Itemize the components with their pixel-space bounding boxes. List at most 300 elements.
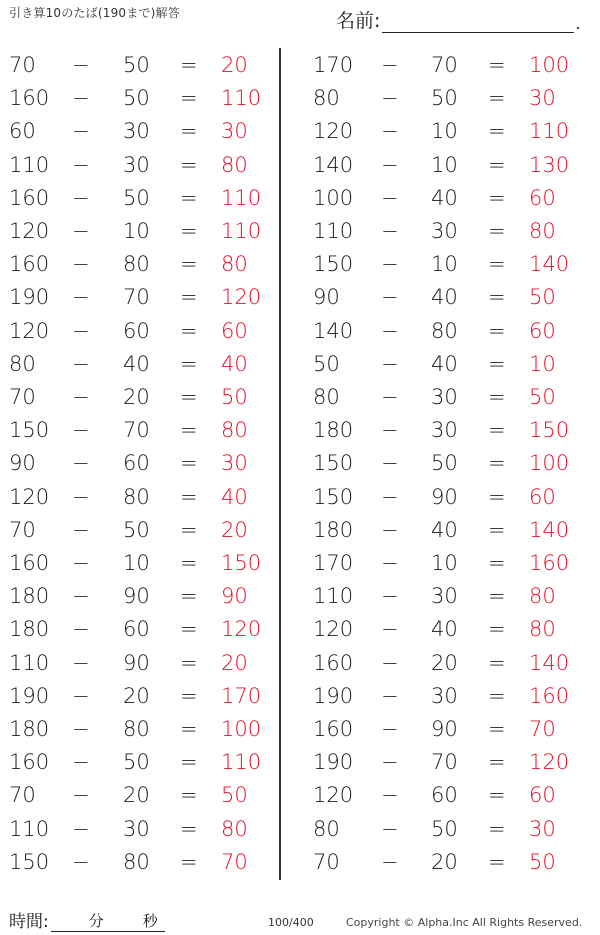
equals-sign: = [180, 318, 198, 343]
answer: 80 [221, 816, 248, 841]
subtrahend: 50 [431, 86, 458, 111]
page-number: 100/400 [268, 916, 314, 929]
answer: 80 [529, 584, 556, 609]
minuend: 180 [9, 617, 50, 642]
minuend: 160 [313, 717, 354, 741]
answer: 20 [221, 650, 248, 675]
minus-sign: − [72, 617, 90, 642]
minuend: 110 [313, 584, 354, 609]
problem-row [0, 248, 279, 281]
minus-sign: − [72, 418, 90, 443]
equals-sign: = [488, 219, 506, 243]
equals-sign: = [488, 683, 506, 708]
minus-sign: − [381, 219, 399, 243]
subtrahend: 60 [431, 783, 458, 808]
minus-sign: − [72, 385, 90, 409]
answer: 60 [529, 484, 556, 509]
minuend: 90 [313, 285, 340, 310]
subtrahend: 40 [431, 617, 458, 642]
subtrahend: 20 [123, 385, 150, 409]
minus-sign: − [72, 849, 90, 874]
subtrahend: 70 [123, 418, 150, 443]
subtrahend: 90 [123, 650, 150, 675]
problem-row [281, 381, 600, 414]
equals-sign: = [488, 418, 506, 443]
minus-sign: − [381, 53, 399, 77]
equals-sign: = [180, 816, 198, 841]
subtrahend: 20 [431, 849, 458, 874]
equals-sign: = [488, 750, 506, 775]
minuend: 180 [313, 517, 354, 542]
subtrahend: 30 [431, 418, 458, 443]
minus-sign: − [72, 351, 90, 376]
answer: 50 [529, 385, 556, 409]
problem-row [281, 149, 600, 182]
answer: 120 [529, 750, 570, 775]
subtrahend: 50 [431, 451, 458, 476]
problem-row [0, 315, 279, 348]
time-blank-line [51, 911, 165, 932]
answer: 90 [221, 584, 248, 609]
equals-sign: = [488, 53, 506, 77]
problem-row [281, 49, 600, 82]
answer: 30 [529, 816, 556, 841]
minuend: 160 [9, 750, 50, 775]
minuend: 60 [9, 119, 36, 144]
minuend: 140 [313, 318, 354, 343]
answer: 110 [221, 219, 262, 243]
answer: 150 [529, 418, 570, 443]
subtrahend: 80 [123, 252, 150, 277]
subtrahend: 50 [123, 185, 150, 210]
equals-sign: = [488, 650, 506, 675]
problem-row [281, 82, 600, 115]
equals-sign: = [180, 86, 198, 111]
subtrahend: 10 [431, 152, 458, 177]
problem-row [281, 779, 600, 812]
minus-sign: − [72, 318, 90, 343]
worksheet-title: 引き算10のたば(190まで)解答 [9, 6, 180, 20]
answer: 10 [529, 351, 556, 376]
equals-sign: = [488, 385, 506, 409]
answer: 80 [221, 152, 248, 177]
minus-sign: − [72, 816, 90, 841]
problem-row [0, 149, 279, 182]
answer: 50 [221, 385, 248, 409]
minus-sign: − [381, 484, 399, 509]
subtrahend: 70 [431, 750, 458, 775]
minus-sign: − [381, 683, 399, 708]
minuend: 170 [313, 551, 354, 575]
subtrahend: 10 [123, 551, 150, 575]
answer: 50 [221, 783, 248, 808]
minus-sign: − [381, 152, 399, 177]
equals-sign: = [180, 418, 198, 443]
answer: 110 [221, 86, 262, 111]
problem-row [281, 813, 600, 846]
problem-row [281, 680, 600, 713]
minuend: 80 [313, 385, 340, 409]
minuend: 180 [9, 717, 50, 741]
subtrahend: 60 [123, 451, 150, 476]
minuend: 110 [9, 816, 50, 841]
minuend: 120 [9, 219, 50, 243]
minuend: 180 [313, 418, 354, 443]
answer: 110 [529, 119, 570, 144]
problem-row [281, 846, 600, 879]
answer: 80 [221, 418, 248, 443]
answer: 20 [221, 517, 248, 542]
equals-sign: = [180, 750, 198, 775]
answer: 60 [221, 318, 248, 343]
minuend: 70 [313, 849, 340, 874]
minuend: 190 [9, 285, 50, 310]
minuend: 120 [313, 119, 354, 144]
minus-sign: − [381, 385, 399, 409]
equals-sign: = [180, 783, 198, 808]
equals-sign: = [180, 351, 198, 376]
minuend: 190 [313, 750, 354, 775]
equals-sign: = [488, 86, 506, 111]
equals-sign: = [488, 551, 506, 575]
minus-sign: − [381, 717, 399, 741]
minus-sign: − [72, 683, 90, 708]
answer: 120 [221, 285, 262, 310]
subtrahend: 50 [123, 86, 150, 111]
equals-sign: = [488, 849, 506, 874]
minuend: 150 [313, 484, 354, 509]
answer: 140 [529, 650, 570, 675]
answer: 40 [221, 351, 248, 376]
answer: 50 [529, 285, 556, 310]
minus-sign: − [72, 650, 90, 675]
answer: 30 [221, 451, 248, 476]
equals-sign: = [180, 185, 198, 210]
equals-sign: = [488, 717, 506, 741]
subtrahend: 80 [431, 318, 458, 343]
equals-sign: = [180, 385, 198, 409]
minus-sign: − [381, 816, 399, 841]
problem-row [281, 713, 600, 746]
name-label: 名前: [336, 10, 381, 32]
problem-row [281, 481, 600, 514]
answer: 80 [221, 252, 248, 277]
minus-sign: − [72, 584, 90, 609]
subtrahend: 30 [123, 152, 150, 177]
problem-row [281, 647, 600, 680]
problem-row [281, 580, 600, 613]
minuend: 160 [313, 650, 354, 675]
minus-sign: − [381, 252, 399, 277]
answer: 60 [529, 185, 556, 210]
minus-sign: − [72, 285, 90, 310]
equals-sign: = [488, 152, 506, 177]
minus-sign: − [72, 750, 90, 775]
problem-row [0, 348, 279, 381]
problem-row [0, 613, 279, 646]
minuend: 180 [9, 584, 50, 609]
minus-sign: − [381, 783, 399, 808]
minus-sign: − [381, 318, 399, 343]
equals-sign: = [488, 783, 506, 808]
minuend: 190 [9, 683, 50, 708]
answer: 60 [529, 783, 556, 808]
subtrahend: 70 [431, 53, 458, 77]
problem-row [281, 115, 600, 148]
minuend: 190 [313, 683, 354, 708]
minuend: 150 [9, 849, 50, 874]
equals-sign: = [488, 185, 506, 210]
subtrahend: 40 [431, 285, 458, 310]
minuend: 120 [313, 783, 354, 808]
problem-row [281, 547, 600, 580]
minus-sign: − [381, 418, 399, 443]
minuend: 160 [9, 551, 50, 575]
minus-sign: − [72, 86, 90, 111]
problem-row [0, 281, 279, 314]
minutes-label: 分 [88, 912, 104, 930]
equals-sign: = [488, 584, 506, 609]
subtrahend: 30 [123, 119, 150, 144]
minuend: 140 [313, 152, 354, 177]
minus-sign: − [381, 451, 399, 476]
subtrahend: 10 [431, 252, 458, 277]
problem-row [281, 514, 600, 547]
minus-sign: − [72, 451, 90, 476]
minuend: 80 [313, 86, 340, 111]
problem-row [281, 215, 600, 248]
subtrahend: 40 [431, 517, 458, 542]
subtrahend: 80 [123, 717, 150, 741]
answer: 110 [221, 185, 262, 210]
problem-row [0, 381, 279, 414]
problem-row [0, 49, 279, 82]
seconds-label: 秒 [142, 912, 158, 930]
minuend: 120 [9, 318, 50, 343]
problem-row [281, 248, 600, 281]
problem-row [281, 613, 600, 646]
problem-row [281, 348, 600, 381]
answer: 130 [529, 152, 570, 177]
subtrahend: 70 [123, 285, 150, 310]
subtrahend: 60 [123, 617, 150, 642]
equals-sign: = [180, 285, 198, 310]
minuend: 150 [9, 418, 50, 443]
minus-sign: − [72, 152, 90, 177]
answer: 20 [221, 53, 248, 77]
copyright-notice: Copyright © Alpha.Inc All Rights Reserved. [346, 916, 583, 929]
minuend: 90 [9, 451, 36, 476]
equals-sign: = [180, 119, 198, 144]
equals-sign: = [180, 517, 198, 542]
minuend: 150 [313, 252, 354, 277]
equals-sign: = [488, 517, 506, 542]
subtrahend: 90 [431, 717, 458, 741]
subtrahend: 10 [431, 119, 458, 144]
subtrahend: 40 [123, 351, 150, 376]
minus-sign: − [72, 484, 90, 509]
answer: 110 [221, 750, 262, 775]
subtrahend: 30 [123, 816, 150, 841]
problem-row [281, 746, 600, 779]
right-problem-column [281, 49, 600, 881]
equals-sign: = [488, 451, 506, 476]
equals-sign: = [488, 285, 506, 310]
time-field [9, 907, 165, 932]
problem-row [0, 680, 279, 713]
equals-sign: = [180, 252, 198, 277]
name-blank-line [382, 10, 574, 33]
minus-sign: − [381, 617, 399, 642]
equals-sign: = [180, 584, 198, 609]
minuend: 80 [313, 816, 340, 841]
equals-sign: = [180, 219, 198, 243]
minus-sign: − [381, 584, 399, 609]
problem-row [281, 414, 600, 447]
answer: 70 [221, 849, 248, 874]
problem-row [281, 447, 600, 480]
minus-sign: − [381, 285, 399, 310]
minuend: 160 [9, 185, 50, 210]
equals-sign: = [180, 53, 198, 77]
problem-row [0, 115, 279, 148]
subtrahend: 30 [431, 385, 458, 409]
minuend: 110 [313, 219, 354, 243]
minus-sign: − [72, 219, 90, 243]
subtrahend: 20 [123, 783, 150, 808]
problem-row [0, 779, 279, 812]
equals-sign: = [180, 152, 198, 177]
subtrahend: 80 [123, 484, 150, 509]
answer: 160 [529, 683, 570, 708]
minuend: 70 [9, 783, 36, 808]
minuend: 170 [313, 53, 354, 77]
subtrahend: 50 [123, 750, 150, 775]
equals-sign: = [180, 717, 198, 741]
equals-sign: = [180, 551, 198, 575]
problem-row [0, 846, 279, 879]
subtrahend: 30 [431, 683, 458, 708]
problem-row [0, 813, 279, 846]
answer: 140 [529, 252, 570, 277]
answer: 100 [221, 717, 262, 741]
answer: 60 [529, 318, 556, 343]
minuend: 70 [9, 53, 36, 77]
subtrahend: 40 [431, 351, 458, 376]
minus-sign: − [72, 53, 90, 77]
name-field [336, 6, 581, 33]
problem-row [0, 414, 279, 447]
answer: 80 [529, 617, 556, 642]
minus-sign: − [381, 351, 399, 376]
answer: 70 [529, 717, 556, 741]
minus-sign: − [72, 252, 90, 277]
answer: 40 [221, 484, 248, 509]
minus-sign: − [381, 849, 399, 874]
minus-sign: − [72, 551, 90, 575]
subtrahend: 10 [123, 219, 150, 243]
problem-row [0, 713, 279, 746]
equals-sign: = [488, 816, 506, 841]
answer: 50 [529, 849, 556, 874]
minuend: 50 [313, 351, 340, 376]
problem-row [0, 514, 279, 547]
equals-sign: = [180, 650, 198, 675]
answer: 80 [529, 219, 556, 243]
problem-row [281, 315, 600, 348]
equals-sign: = [488, 318, 506, 343]
minus-sign: − [381, 517, 399, 542]
minus-sign: − [72, 717, 90, 741]
minus-sign: − [381, 185, 399, 210]
subtrahend: 10 [431, 551, 458, 575]
minuend: 160 [9, 86, 50, 111]
minuend: 110 [9, 650, 50, 675]
problem-row [0, 547, 279, 580]
minuend: 110 [9, 152, 50, 177]
subtrahend: 90 [123, 584, 150, 609]
answer: 30 [529, 86, 556, 111]
minus-sign: − [381, 650, 399, 675]
answer: 160 [529, 551, 570, 575]
minus-sign: − [381, 119, 399, 144]
minuend: 80 [9, 351, 36, 376]
subtrahend: 40 [431, 185, 458, 210]
equals-sign: = [488, 351, 506, 376]
problem-row [0, 746, 279, 779]
equals-sign: = [488, 617, 506, 642]
problem-row [0, 481, 279, 514]
minus-sign: − [381, 551, 399, 575]
equals-sign: = [488, 252, 506, 277]
equals-sign: = [180, 451, 198, 476]
minus-sign: − [72, 185, 90, 210]
answer: 120 [221, 617, 262, 642]
equals-sign: = [180, 617, 198, 642]
problem-row [0, 447, 279, 480]
subtrahend: 30 [431, 584, 458, 609]
name-end-dot: . [575, 14, 581, 33]
minus-sign: − [72, 517, 90, 542]
equals-sign: = [180, 849, 198, 874]
subtrahend: 60 [123, 318, 150, 343]
subtrahend: 20 [431, 650, 458, 675]
equals-sign: = [488, 484, 506, 509]
minuend: 120 [9, 484, 50, 509]
problem-row [0, 647, 279, 680]
equals-sign: = [180, 484, 198, 509]
minuend: 70 [9, 517, 36, 542]
time-label: 時間: [9, 912, 49, 932]
problem-row [281, 182, 600, 215]
minuend: 120 [313, 617, 354, 642]
answer: 30 [221, 119, 248, 144]
minus-sign: − [381, 750, 399, 775]
problem-row [0, 182, 279, 215]
subtrahend: 20 [123, 683, 150, 708]
subtrahend: 30 [431, 219, 458, 243]
equals-sign: = [488, 119, 506, 144]
answer: 100 [529, 53, 570, 77]
problem-row [0, 580, 279, 613]
problem-row [281, 281, 600, 314]
subtrahend: 50 [123, 517, 150, 542]
problem-row [0, 82, 279, 115]
subtrahend: 80 [123, 849, 150, 874]
minuend: 70 [9, 385, 36, 409]
left-problem-column [0, 49, 279, 881]
answer: 150 [221, 551, 262, 575]
